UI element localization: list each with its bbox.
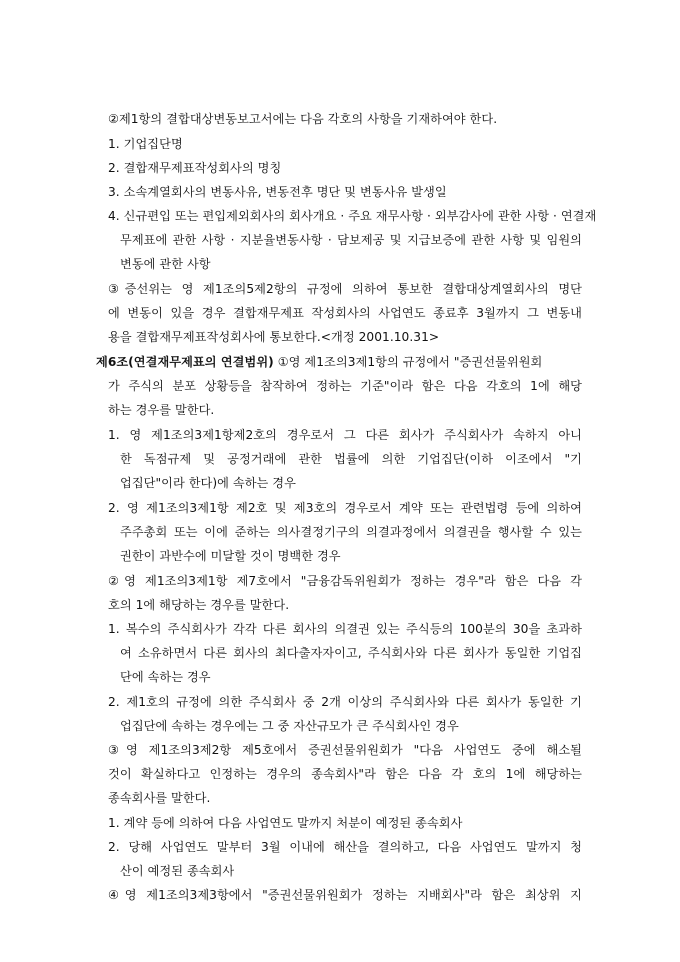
list-item-4-cont: 무제표에 관한 사항 · 지분율변동사항 · 담보제공 및 지급보증에 관한 사항 및 임원의 <box>120 233 582 247</box>
list-item-1-cont: 업집단"이라 한다)에 속하는 경우 <box>120 476 296 490</box>
list-item-2-cont: 산이 예정된 종속회사 <box>120 864 235 878</box>
paragraph-3-cont: 에 변동이 있을 경우 결합재무제표 작성회사의 사업연도 종료후 3월까지 그 변동내 <box>108 306 582 320</box>
paragraph-2-intro: ②제1항의 결합대상변동보고서에는 다음 각호의 사항을 기재하여야 한다. <box>108 112 498 126</box>
clause-3-cont: 종속회사를 말한다. <box>108 791 211 805</box>
list-item-1: 1. 영 제1조의3제1항제2호의 경우로서 그 다른 회사가 주식회사가 속하지 아니 <box>108 428 582 442</box>
list-item-2: 2. 당해 사업연도 말부터 3월 이내에 해산을 결의하고, 다음 사업연도 말까지 청 <box>108 840 582 854</box>
list-item-1-cont: 한 독점규제 및 공정거래에 관한 법률에 의한 기업집단(이하 이조에서 "기 <box>120 452 582 466</box>
list-item-1: 1. 계약 등에 의하여 다음 사업연도 말까지 처분이 예정된 종속회사 <box>108 816 463 830</box>
article-6-clause-1-cont: 하는 경우를 말한다. <box>108 403 215 417</box>
list-item-2-cont: 권한이 과반수에 미달할 것이 명백한 경우 <box>120 549 341 563</box>
list-item-1: 1. 복수의 주식회사가 각각 다른 회사의 의결권 있는 주식등의 100분의 30을 초과하 <box>108 622 582 636</box>
list-item-2-cont: 업집단에 속하는 경우에는 그 중 자산규모가 큰 주식회사인 경우 <box>120 719 459 733</box>
list-item-1: 1. 기업집단명 <box>108 137 183 151</box>
clause-3-cont: 것이 확실하다고 인정하는 경우의 종속회사"라 함은 다음 각 호의 1에 해당하는 <box>108 767 582 781</box>
list-item-4: 4. 신규편입 또는 편입제외회사의 회사개요 · 주요 재무사항 · 외부감사에 관한 사항 · 연결재 <box>108 209 597 223</box>
list-item-2: 2. 결합재무제표작성회사의 명칭 <box>108 161 282 175</box>
article-6-clause-1: ①영 제1조의3제1항의 규정에서 "증권선물위원회 <box>277 355 543 369</box>
paragraph-3-cont: 용을 결합재무제표작성회사에 통보한다.<개정 2001.10.31> <box>108 330 440 344</box>
article-6-first-line <box>96 354 582 370</box>
list-item-1-cont: 여 소유하면서 다른 회사의 최다출자자이고, 주식회사와 다른 회사가 동일한 기업집 <box>120 646 582 660</box>
article-6-clause-1-cont: 가 주식의 분포 상황등을 참작하여 정하는 기준"이라 함은 다음 각호의 1에 해당 <box>108 379 582 393</box>
article-title: 제6조(연결재무제표의 연결범위) <box>96 355 274 369</box>
clause-3: ③영 제1조의3제2항 제5호에서 증권선물위원회가 "다음 사업연도 중에 해소될 <box>108 743 582 757</box>
paragraph-3: ③증선위는 영 제1조의5제2항의 규정에 의하여 통보한 결합대상계열회사의 명단 <box>108 282 582 296</box>
list-item-2: 2. 제1호의 규정에 의한 주식회사 중 2개 이상의 주식회사와 다른 회사가 동일한 기 <box>108 695 582 709</box>
list-item-4-cont: 변동에 관한 사항 <box>120 257 211 271</box>
list-item-2: 2. 영 제1조의3제1항 제2호 및 제3호의 경우로서 계약 또는 관련법령 등에 의하여 <box>108 501 582 515</box>
list-item-2-cont: 주주총회 또는 이에 준하는 의사결정기구의 의결과정에서 의결권을 행사할 수 있는 <box>120 525 582 539</box>
clause-2: ②영 제1조의3제1항 제7호에서 "금융감독위원회가 정하는 경우"라 함은 다음 각 <box>108 574 582 588</box>
list-item-3: 3. 소속계열회사의 변동사유, 변동전후 명단 및 변동사유 발생일 <box>108 185 447 199</box>
clause-2-cont: 호의 1에 해당하는 경우를 말한다. <box>108 598 290 612</box>
list-item-1-cont: 단에 속하는 경우 <box>120 670 211 684</box>
clause-4: ④영 제1조의3제3항에서 "증권선물위원회가 정하는 지배회사"라 함은 최상위 지 <box>108 888 582 902</box>
